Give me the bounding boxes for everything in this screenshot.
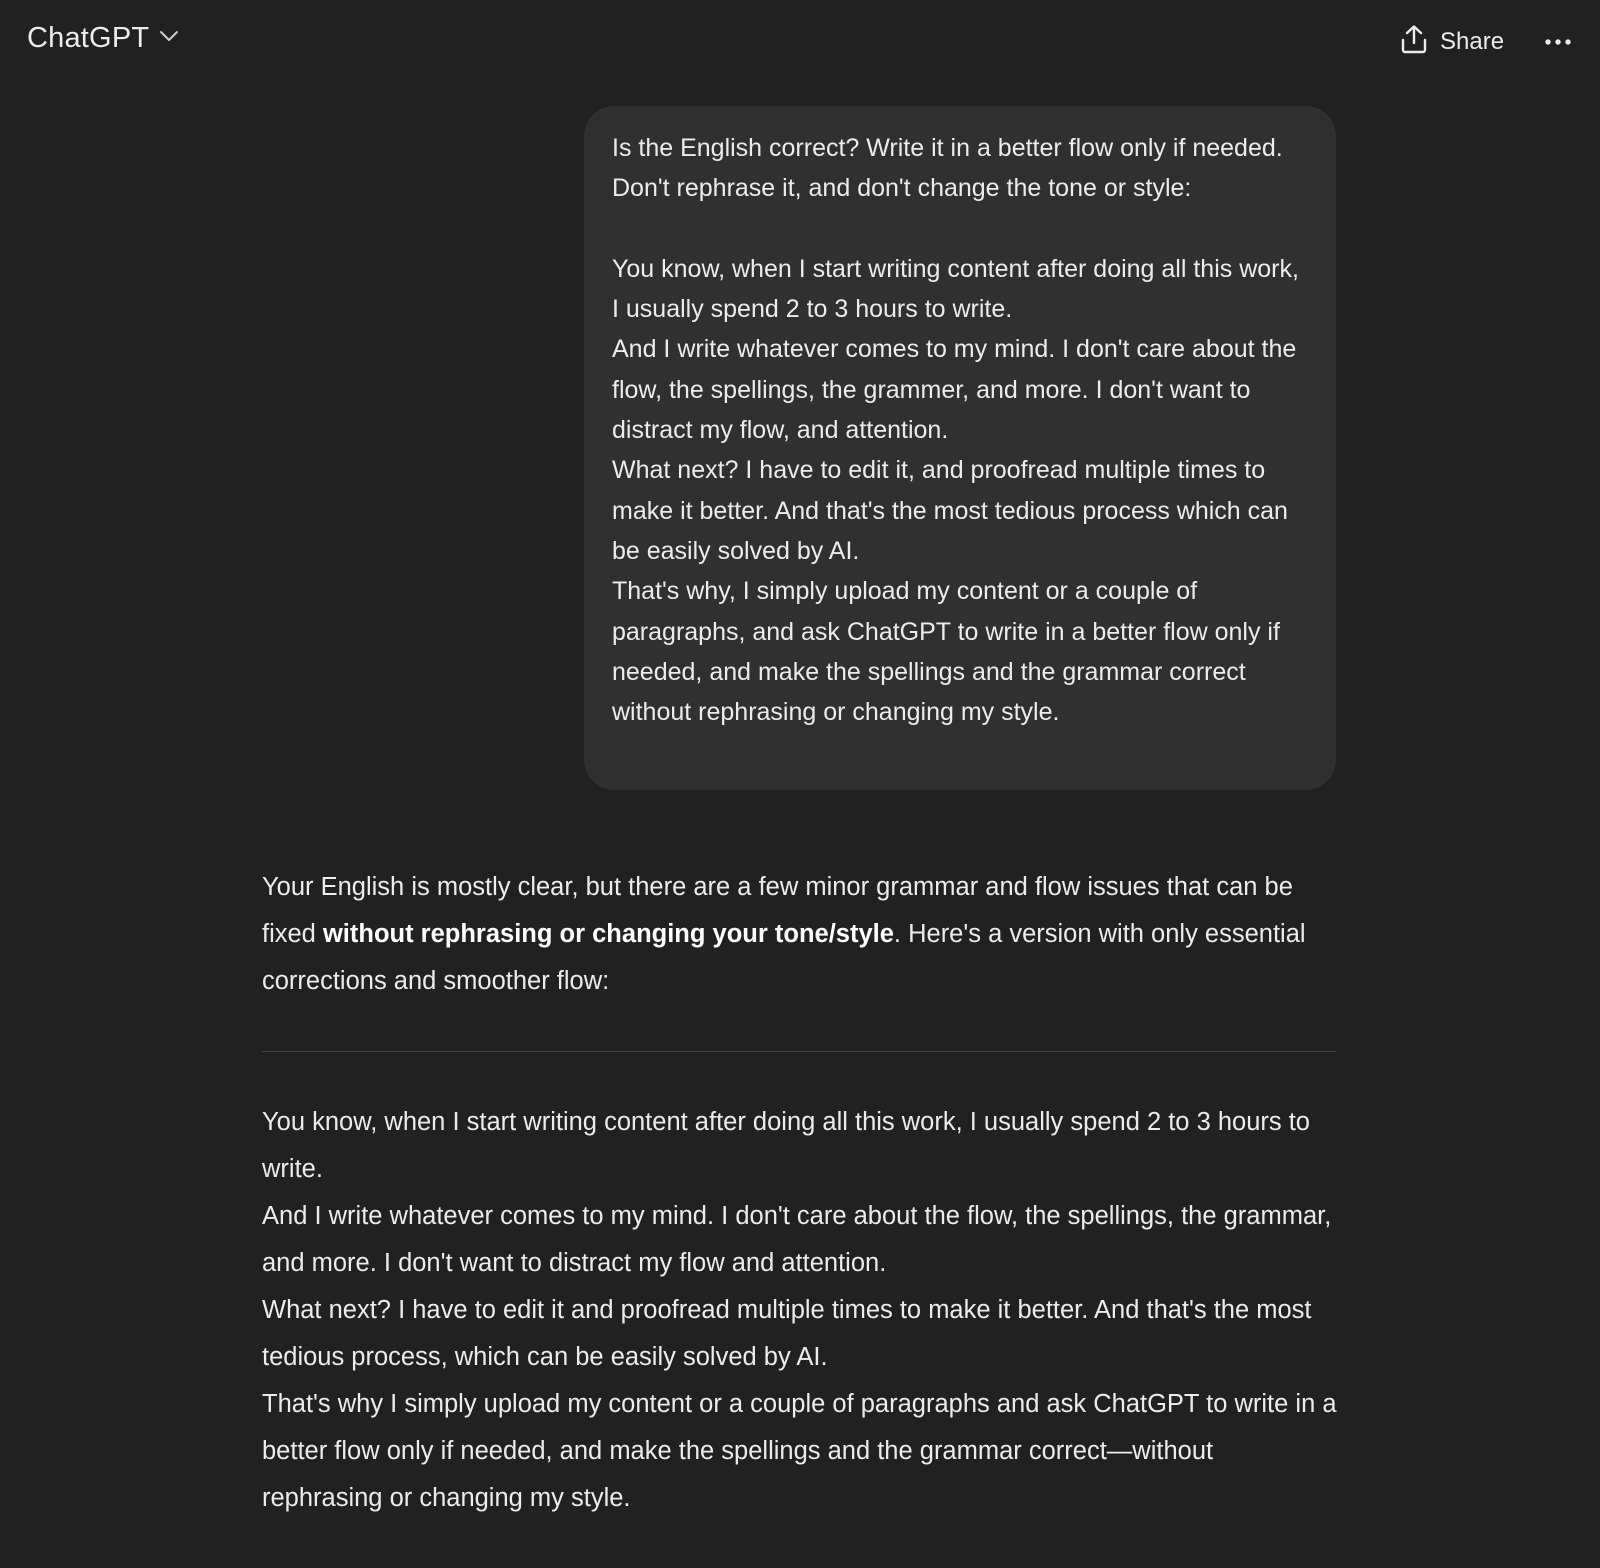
corrected-paragraph: That's why I simply upload my content or a couple of paragraphs and ask ChatGPT to write in a better flow only if needed, and make the spellings and the grammar correct—without rephrasing or changing my style. xyxy=(262,1390,1337,1512)
corrected-paragraph: And I write whatever comes to my mind. I don't care about the flow, the spellings, the grammar, and more. I don't want to distract my flow and attention. xyxy=(262,1202,1332,1277)
corrected-paragraph: What next? I have to edit it and proofread multiple times to make it better. And that's the most tedious process, which can be easily solved by AI. xyxy=(262,1296,1312,1371)
assistant-message xyxy=(262,864,1338,1005)
assistant-intro-part2: . Here's a version with only essential corrections and smoother flow: xyxy=(262,920,1306,995)
assistant-intro-part1: Your English is mostly clear, but there are a few minor grammar and flow issues that can be fixed xyxy=(262,873,1293,948)
more-options-button[interactable] xyxy=(1540,26,1576,58)
assistant-intro-bold: without rephrasing or changing your tone/style xyxy=(322,920,894,948)
user-message-bubble xyxy=(584,106,1336,790)
top-bar xyxy=(0,0,1600,84)
horizontal-divider xyxy=(262,1051,1336,1052)
chevron-down-icon xyxy=(159,29,179,48)
share-button[interactable] xyxy=(1400,24,1504,59)
model-selector-button[interactable] xyxy=(27,22,179,55)
assistant-corrected-text xyxy=(262,1099,1338,1522)
assistant-intro-text xyxy=(262,864,1338,1005)
model-name: ChatGPT xyxy=(27,22,150,54)
user-message-text: Is the English correct? Write it in a better flow only if needed. Don't rephrase it, and don't change the tone or style: You know, when I start writing content after doing all this work, I usually spend 2 to 3 hours to write. And I write whatever comes to my mind. I don't care about the flow, the spellings, the grammer, and more. I don't want to distract my flow, and attention. What next? I have to edit it, and proofread multiple times to make it better. And that's the most tedious process which can be easily solved by AI. That's why, I simply upload my content or a couple of paragraphs, and ask ChatGPT to write in a better flow only if needed, and make the spellings and the grammar correct without rephrasing or changing my style. xyxy=(612,134,1299,727)
share-label: Share xyxy=(1440,27,1505,55)
corrected-paragraph: You know, when I start writing content after doing all this work, I usually spend 2 to 3 hours to write. xyxy=(262,1108,1310,1183)
share-upload-icon xyxy=(1400,24,1428,59)
ellipsis-icon xyxy=(1544,33,1572,51)
